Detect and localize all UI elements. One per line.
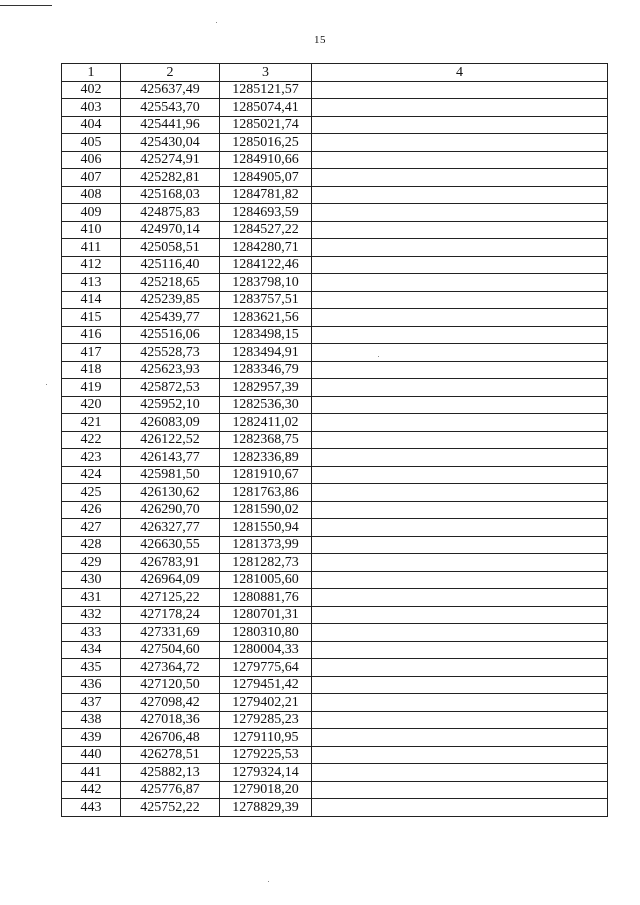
point-number-cell: 412 bbox=[62, 256, 121, 274]
x-coordinate-cell: 425528,73 bbox=[121, 344, 220, 362]
note-cell bbox=[312, 729, 608, 747]
y-coordinate-cell: 1281373,99 bbox=[220, 536, 312, 554]
point-number-cell: 440 bbox=[62, 746, 121, 764]
point-number-cell: 435 bbox=[62, 659, 121, 677]
table-row bbox=[62, 449, 608, 467]
y-coordinate-cell: 1284122,46 bbox=[220, 256, 312, 274]
y-coordinate-cell: 1278829,39 bbox=[220, 799, 312, 817]
point-number-cell: 417 bbox=[62, 344, 121, 362]
x-coordinate-cell: 425439,77 bbox=[121, 309, 220, 327]
x-coordinate-cell: 424970,14 bbox=[121, 221, 220, 239]
point-number-cell: 407 bbox=[62, 169, 121, 187]
point-number-cell: 425 bbox=[62, 484, 121, 502]
y-coordinate-cell: 1284527,22 bbox=[220, 221, 312, 239]
table-row bbox=[62, 501, 608, 519]
note-cell bbox=[312, 361, 608, 379]
y-coordinate-cell: 1281763,86 bbox=[220, 484, 312, 502]
point-number-cell: 402 bbox=[62, 81, 121, 99]
x-coordinate-cell: 425776,87 bbox=[121, 781, 220, 799]
point-number-cell: 418 bbox=[62, 361, 121, 379]
y-coordinate-cell: 1281910,67 bbox=[220, 466, 312, 484]
x-coordinate-cell: 426278,51 bbox=[121, 746, 220, 764]
x-coordinate-cell: 426706,48 bbox=[121, 729, 220, 747]
y-coordinate-cell: 1282368,75 bbox=[220, 431, 312, 449]
note-cell bbox=[312, 169, 608, 187]
note-cell bbox=[312, 746, 608, 764]
x-coordinate-cell: 425058,51 bbox=[121, 239, 220, 257]
table-row bbox=[62, 624, 608, 642]
table-row bbox=[62, 589, 608, 607]
column-header-4: 4 bbox=[312, 64, 608, 82]
table-row bbox=[62, 729, 608, 747]
note-cell bbox=[312, 466, 608, 484]
table-row bbox=[62, 361, 608, 379]
table-row bbox=[62, 571, 608, 589]
x-coordinate-cell: 427120,50 bbox=[121, 676, 220, 694]
y-coordinate-cell: 1282957,39 bbox=[220, 379, 312, 397]
table-row bbox=[62, 326, 608, 344]
note-cell bbox=[312, 659, 608, 677]
y-coordinate-cell: 1284280,71 bbox=[220, 239, 312, 257]
column-header-3: 3 bbox=[220, 64, 312, 82]
table-row bbox=[62, 519, 608, 537]
x-coordinate-cell: 425543,70 bbox=[121, 99, 220, 117]
note-cell bbox=[312, 676, 608, 694]
point-number-cell: 423 bbox=[62, 449, 121, 467]
y-coordinate-cell: 1280310,80 bbox=[220, 624, 312, 642]
table-row bbox=[62, 676, 608, 694]
point-number-cell: 426 bbox=[62, 501, 121, 519]
point-number-cell: 409 bbox=[62, 204, 121, 222]
note-cell bbox=[312, 641, 608, 659]
y-coordinate-cell: 1279018,20 bbox=[220, 781, 312, 799]
x-coordinate-cell: 425637,49 bbox=[121, 81, 220, 99]
column-header-1: 1 bbox=[62, 64, 121, 82]
y-coordinate-cell: 1279324,14 bbox=[220, 764, 312, 782]
point-number-cell: 428 bbox=[62, 536, 121, 554]
point-number-cell: 415 bbox=[62, 309, 121, 327]
x-coordinate-cell: 425882,13 bbox=[121, 764, 220, 782]
point-number-cell: 436 bbox=[62, 676, 121, 694]
x-coordinate-cell: 425168,03 bbox=[121, 186, 220, 204]
point-number-cell: 411 bbox=[62, 239, 121, 257]
y-coordinate-cell: 1281282,73 bbox=[220, 554, 312, 572]
table-row bbox=[62, 781, 608, 799]
x-coordinate-cell: 426143,77 bbox=[121, 449, 220, 467]
x-coordinate-cell: 425872,53 bbox=[121, 379, 220, 397]
note-cell bbox=[312, 449, 608, 467]
table-row bbox=[62, 186, 608, 204]
table-row bbox=[62, 536, 608, 554]
note-cell bbox=[312, 484, 608, 502]
x-coordinate-cell: 425441,96 bbox=[121, 116, 220, 134]
y-coordinate-cell: 1282336,89 bbox=[220, 449, 312, 467]
note-cell bbox=[312, 571, 608, 589]
note-cell bbox=[312, 379, 608, 397]
point-number-cell: 405 bbox=[62, 134, 121, 152]
note-cell bbox=[312, 291, 608, 309]
x-coordinate-cell: 427364,72 bbox=[121, 659, 220, 677]
table-row bbox=[62, 711, 608, 729]
table-row bbox=[62, 116, 608, 134]
table-row bbox=[62, 641, 608, 659]
table-row bbox=[62, 764, 608, 782]
table-row bbox=[62, 344, 608, 362]
x-coordinate-cell: 424875,83 bbox=[121, 204, 220, 222]
scan-speck bbox=[268, 881, 269, 882]
table-row bbox=[62, 99, 608, 117]
note-cell bbox=[312, 239, 608, 257]
point-number-cell: 419 bbox=[62, 379, 121, 397]
note-cell bbox=[312, 256, 608, 274]
y-coordinate-cell: 1280701,31 bbox=[220, 606, 312, 624]
y-coordinate-cell: 1281590,02 bbox=[220, 501, 312, 519]
y-coordinate-cell: 1283621,56 bbox=[220, 309, 312, 327]
note-cell bbox=[312, 799, 608, 817]
note-cell bbox=[312, 589, 608, 607]
scan-speck bbox=[46, 384, 47, 385]
y-coordinate-cell: 1279402,21 bbox=[220, 694, 312, 712]
table-row bbox=[62, 169, 608, 187]
y-coordinate-cell: 1285074,41 bbox=[220, 99, 312, 117]
x-coordinate-cell: 425430,04 bbox=[121, 134, 220, 152]
table-row bbox=[62, 606, 608, 624]
point-number-cell: 429 bbox=[62, 554, 121, 572]
y-coordinate-cell: 1282536,30 bbox=[220, 396, 312, 414]
note-cell bbox=[312, 204, 608, 222]
table-row bbox=[62, 291, 608, 309]
point-number-cell: 437 bbox=[62, 694, 121, 712]
x-coordinate-cell: 425752,22 bbox=[121, 799, 220, 817]
scan-speck bbox=[378, 356, 379, 357]
note-cell bbox=[312, 711, 608, 729]
point-number-cell: 404 bbox=[62, 116, 121, 134]
table-row bbox=[62, 466, 608, 484]
note-cell bbox=[312, 221, 608, 239]
table-row bbox=[62, 134, 608, 152]
scan-speck bbox=[216, 22, 217, 23]
note-cell bbox=[312, 431, 608, 449]
note-cell bbox=[312, 151, 608, 169]
point-number-cell: 443 bbox=[62, 799, 121, 817]
table-row bbox=[62, 431, 608, 449]
point-number-cell: 416 bbox=[62, 326, 121, 344]
point-number-cell: 413 bbox=[62, 274, 121, 292]
x-coordinate-cell: 427178,24 bbox=[121, 606, 220, 624]
table-row bbox=[62, 204, 608, 222]
point-number-cell: 427 bbox=[62, 519, 121, 537]
note-cell bbox=[312, 309, 608, 327]
note-cell bbox=[312, 501, 608, 519]
y-coordinate-cell: 1279775,64 bbox=[220, 659, 312, 677]
table-body bbox=[62, 81, 608, 816]
note-cell bbox=[312, 274, 608, 292]
note-cell bbox=[312, 606, 608, 624]
column-header-2: 2 bbox=[121, 64, 220, 82]
note-cell bbox=[312, 116, 608, 134]
table-header-row bbox=[62, 64, 608, 82]
note-cell bbox=[312, 326, 608, 344]
y-coordinate-cell: 1283498,15 bbox=[220, 326, 312, 344]
x-coordinate-cell: 427018,36 bbox=[121, 711, 220, 729]
y-coordinate-cell: 1285016,25 bbox=[220, 134, 312, 152]
point-number-cell: 433 bbox=[62, 624, 121, 642]
note-cell bbox=[312, 781, 608, 799]
y-coordinate-cell: 1279451,42 bbox=[220, 676, 312, 694]
table-row bbox=[62, 239, 608, 257]
x-coordinate-cell: 426630,55 bbox=[121, 536, 220, 554]
x-coordinate-cell: 425981,50 bbox=[121, 466, 220, 484]
note-cell bbox=[312, 414, 608, 432]
point-number-cell: 439 bbox=[62, 729, 121, 747]
x-coordinate-cell: 425516,06 bbox=[121, 326, 220, 344]
point-number-cell: 406 bbox=[62, 151, 121, 169]
x-coordinate-cell: 426964,09 bbox=[121, 571, 220, 589]
point-number-cell: 442 bbox=[62, 781, 121, 799]
note-cell bbox=[312, 81, 608, 99]
y-coordinate-cell: 1281550,94 bbox=[220, 519, 312, 537]
note-cell bbox=[312, 134, 608, 152]
table-row bbox=[62, 746, 608, 764]
point-number-cell: 434 bbox=[62, 641, 121, 659]
note-cell bbox=[312, 694, 608, 712]
note-cell bbox=[312, 186, 608, 204]
point-number-cell: 414 bbox=[62, 291, 121, 309]
note-cell bbox=[312, 764, 608, 782]
table-row bbox=[62, 396, 608, 414]
x-coordinate-cell: 425116,40 bbox=[121, 256, 220, 274]
point-number-cell: 408 bbox=[62, 186, 121, 204]
point-number-cell: 421 bbox=[62, 414, 121, 432]
page-number: 15 bbox=[314, 34, 326, 46]
table-row bbox=[62, 694, 608, 712]
note-cell bbox=[312, 99, 608, 117]
x-coordinate-cell: 426130,62 bbox=[121, 484, 220, 502]
table-row bbox=[62, 309, 608, 327]
x-coordinate-cell: 426122,52 bbox=[121, 431, 220, 449]
point-number-cell: 410 bbox=[62, 221, 121, 239]
x-coordinate-cell: 426083,09 bbox=[121, 414, 220, 432]
point-number-cell: 424 bbox=[62, 466, 121, 484]
y-coordinate-cell: 1283494,91 bbox=[220, 344, 312, 362]
y-coordinate-cell: 1281005,60 bbox=[220, 571, 312, 589]
point-number-cell: 441 bbox=[62, 764, 121, 782]
y-coordinate-cell: 1284905,07 bbox=[220, 169, 312, 187]
table-row bbox=[62, 256, 608, 274]
point-number-cell: 420 bbox=[62, 396, 121, 414]
y-coordinate-cell: 1279285,23 bbox=[220, 711, 312, 729]
table-row bbox=[62, 274, 608, 292]
point-number-cell: 422 bbox=[62, 431, 121, 449]
x-coordinate-cell: 425282,81 bbox=[121, 169, 220, 187]
x-coordinate-cell: 426327,77 bbox=[121, 519, 220, 537]
x-coordinate-cell: 427125,22 bbox=[121, 589, 220, 607]
y-coordinate-cell: 1279225,53 bbox=[220, 746, 312, 764]
point-number-cell: 431 bbox=[62, 589, 121, 607]
x-coordinate-cell: 427098,42 bbox=[121, 694, 220, 712]
y-coordinate-cell: 1280004,33 bbox=[220, 641, 312, 659]
table-row bbox=[62, 379, 608, 397]
y-coordinate-cell: 1284693,59 bbox=[220, 204, 312, 222]
x-coordinate-cell: 425239,85 bbox=[121, 291, 220, 309]
point-number-cell: 438 bbox=[62, 711, 121, 729]
x-coordinate-cell: 427504,60 bbox=[121, 641, 220, 659]
note-cell bbox=[312, 519, 608, 537]
y-coordinate-cell: 1283757,51 bbox=[220, 291, 312, 309]
y-coordinate-cell: 1282411,02 bbox=[220, 414, 312, 432]
table-row bbox=[62, 554, 608, 572]
x-coordinate-cell: 427331,69 bbox=[121, 624, 220, 642]
point-number-cell: 403 bbox=[62, 99, 121, 117]
y-coordinate-cell: 1283798,10 bbox=[220, 274, 312, 292]
table-row bbox=[62, 151, 608, 169]
note-cell bbox=[312, 554, 608, 572]
note-cell bbox=[312, 396, 608, 414]
y-coordinate-cell: 1284910,66 bbox=[220, 151, 312, 169]
table-row bbox=[62, 81, 608, 99]
table-row bbox=[62, 414, 608, 432]
table-row bbox=[62, 484, 608, 502]
note-cell bbox=[312, 536, 608, 554]
x-coordinate-cell: 426783,91 bbox=[121, 554, 220, 572]
y-coordinate-cell: 1284781,82 bbox=[220, 186, 312, 204]
y-coordinate-cell: 1285121,57 bbox=[220, 81, 312, 99]
scan-corner-line bbox=[0, 5, 52, 6]
table-row bbox=[62, 659, 608, 677]
x-coordinate-cell: 426290,70 bbox=[121, 501, 220, 519]
y-coordinate-cell: 1285021,74 bbox=[220, 116, 312, 134]
x-coordinate-cell: 425623,93 bbox=[121, 361, 220, 379]
coordinates-table bbox=[61, 63, 608, 817]
x-coordinate-cell: 425274,91 bbox=[121, 151, 220, 169]
y-coordinate-cell: 1279110,95 bbox=[220, 729, 312, 747]
note-cell bbox=[312, 344, 608, 362]
note-cell bbox=[312, 624, 608, 642]
y-coordinate-cell: 1280881,76 bbox=[220, 589, 312, 607]
point-number-cell: 432 bbox=[62, 606, 121, 624]
y-coordinate-cell: 1283346,79 bbox=[220, 361, 312, 379]
x-coordinate-cell: 425952,10 bbox=[121, 396, 220, 414]
table-row bbox=[62, 221, 608, 239]
point-number-cell: 430 bbox=[62, 571, 121, 589]
table-row bbox=[62, 799, 608, 817]
x-coordinate-cell: 425218,65 bbox=[121, 274, 220, 292]
